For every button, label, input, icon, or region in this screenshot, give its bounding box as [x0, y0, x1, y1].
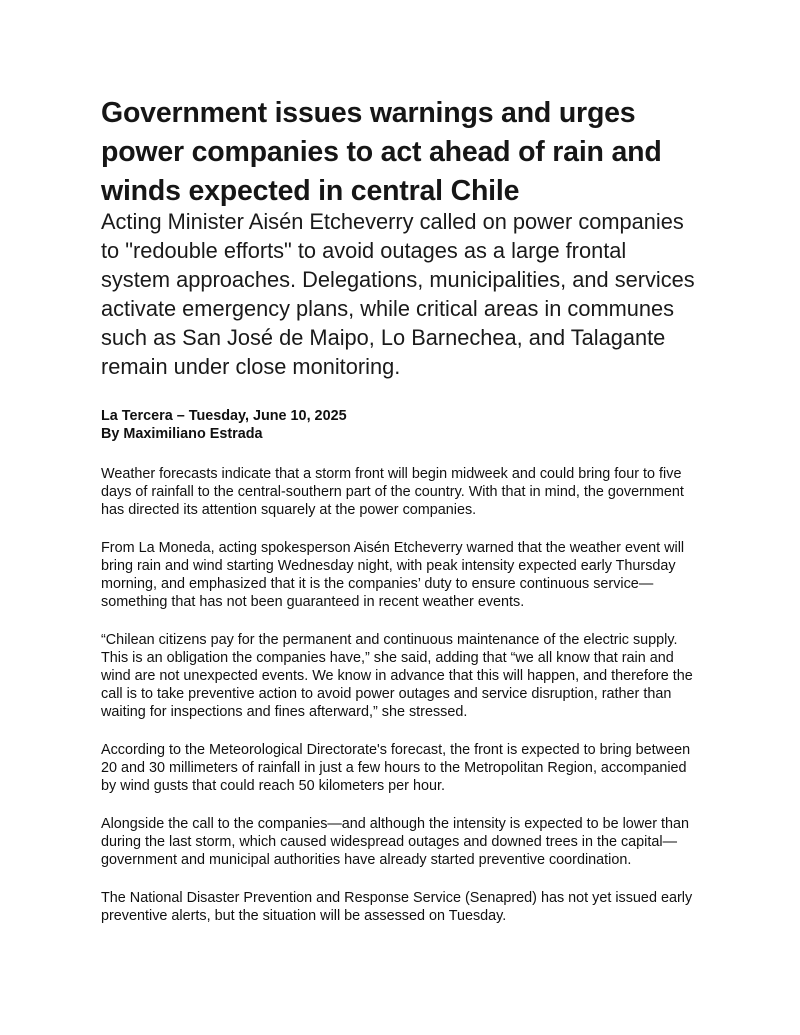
source-date: La Tercera – Tuesday, June 10, 2025 — [101, 408, 347, 424]
paragraph-5: Alongside the call to the companies—and although the intensity is expected to be lower than during the last storm, which caused widespread outages and downed trees in the capital—government and municipal authorities have already started preventive coordination. — [101, 816, 689, 868]
paragraph-4: According to the Meteorological Directorate's forecast, the front is expected to bring between 20 and 30 millimeters of rainfall in just a few hours to the Metropolitan Region, accompanied by wind gusts that could reach 50 kilometers per hour. — [101, 742, 691, 794]
article — [101, 94, 701, 945]
paragraph-6: The National Disaster Prevention and Response Service (Senapred) has not yet issued early preventive alerts, but the situation will be assessed on Tuesday. — [101, 890, 693, 924]
subheadline: Acting Minister Aisén Etcheverry called on power companies to "redouble efforts" to avoid outages as a large frontal system approaches. Delegations, municipalities, and services activate emergency plans, while critical areas in communes such as San José de Maipo, Lo Barnechea, and Talagante remain under close monitoring. — [101, 209, 695, 379]
article-body — [101, 465, 701, 925]
article-meta — [101, 407, 701, 443]
paragraph-1: Weather forecasts indicate that a storm front will begin midweek and could bring four to five days of rainfall to the central-southern part of the country. With that in mind, the government has directed its attention squarely at the power companies. — [101, 466, 684, 518]
byline: By Maximiliano Estrada — [101, 426, 263, 442]
headline: Government issues warnings and urges power companies to act ahead of rain and winds expected in central Chile — [101, 97, 662, 207]
paragraph-2: From La Moneda, acting spokesperson Aisén Etcheverry warned that the weather event will bring rain and wind starting Wednesday night, with peak intensity expected early Thursday morning, and emphasized that it is the companies’ duty to ensure continuous service—something that has not been guaranteed in recent weather events. — [101, 540, 685, 610]
paragraph-3: “Chilean citizens pay for the permanent and continuous maintenance of the electric supply. This is an obligation the companies have,” she said, adding that “we all know that rain and wind are not unexpected events. We know in advance that this will happen, and therefore the call is to take preventive action to avoid power outages and service disruption, rather than waiting for inspections and fines afterward,” she stressed. — [101, 632, 693, 720]
